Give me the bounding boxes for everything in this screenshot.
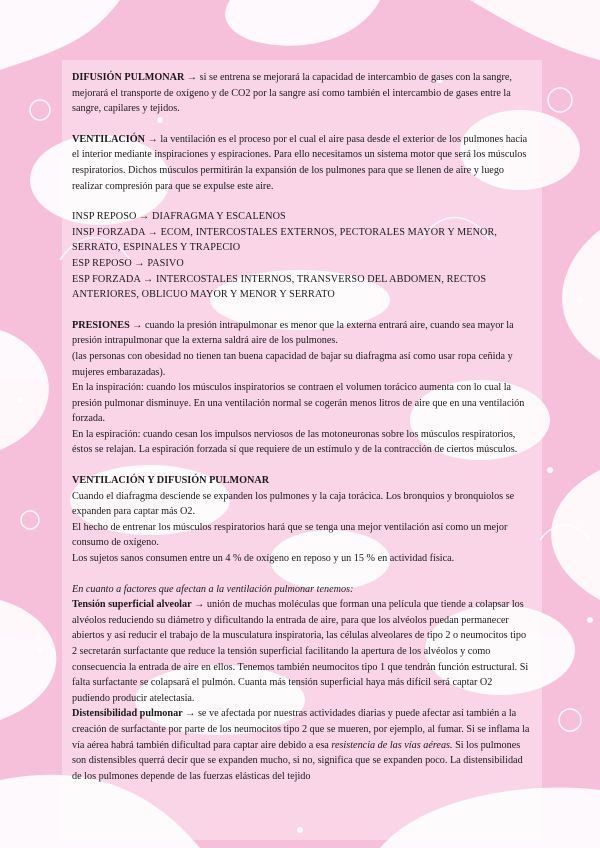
distensibilidad-text: → se ve afectada por nuestras actividades diarias y puede afectar así también a la creación de surfactante por parte de los neumocitos tipo 2 que se mueren, por ejemplo, al fumar. Si se inflama la vía aérea habrá también dificultad para captar aire debido a esa	[72, 708, 530, 751]
tension-text: → unión de muchas moléculas que forman una película que tiende a colapsar los alvéolos reduciendo su diámetro y dificultando la entrada de aire, para que los alvéolos puedan permanecer abiertos y así reducir el trabajo de la musculatura inspiratoria, las células alveolares de tipo 2 o neumocitos tipo 2 secretarán surfactante que reduce la tensión superficial facilitando la apertura de los alvéolos y como consecuencia la entrada de aire en ellos. Tenemos también neumocitos tipo 1 que tendrán función estructural. Si falta surfactante se colapsará el pulmón. Cuanta más tensión superficial haya más difícil será captar O2 pudiendo producir atelectasia.	[72, 599, 529, 704]
distensibilidad-heading: Distensibilidad pulmonar	[72, 708, 183, 720]
vent-difusion-p3: Los sujetos sanos consumen entre un 4 % de oxígeno en reposo y un 15 % en actividad física.	[72, 553, 455, 565]
ventilacion-text: → la ventilación es el proceso por el cual el aire pasa desde el exterior de los pulmones hacia el interior mediante inspiraciones y espiraciones. Para ello necesitamos un sistema motor que será los músculos respiratorios. Dichos músculos permitirán la expansión de los pulmones para que se llenen de aire y luego realizar compresión para que se expulse este aire.	[72, 133, 528, 192]
difusion-heading: DIFUSIÓN PULMONAR	[72, 72, 185, 83]
vent-difusion-p2: El hecho de entrenar los músculos respiratorios hará que se tenga una mejor ventilación así como un mejor consumo de oxígeno.	[72, 521, 508, 549]
tension-heading: Tensión superficial alveolar	[72, 599, 192, 611]
presiones-paragraph	[72, 318, 532, 349]
vent-difusion-section	[72, 473, 532, 567]
musculos-item: ESP REPOSO → PASIVO	[72, 257, 184, 269]
presiones-heading: PRESIONES	[72, 319, 130, 331]
difusion-text: → si se entrena se mejorará la capacidad de intercambio de gases con la sangre, mejorará el transporte de oxígeno y de CO2 por la sangre así como también el intercambio de gases entre la sangre, capilares y tejidos.	[72, 72, 512, 115]
musculos-item: INSP REPOSO → DIAFRAGMA Y ESCALENOS	[72, 211, 286, 223]
vent-difusion-heading: VENTILACIÓN Y DIFUSIÓN PULMONAR	[72, 475, 270, 487]
presiones-inspiracion: En la inspiración: cuando los músculos inspiratorios se contraen el volumen torácico aumenta con lo cual la presión pulmonar disminuye. En una ventilación normal se cogerán menos litros de aire que en una ventilación forzada.	[72, 382, 525, 425]
factores-section	[72, 582, 532, 785]
musculos-item: INSP FORZADA → ECOM, INTERCOSTALES EXTERNOS, PECTORALES MAYOR Y MENOR, SERRATO, ESPINALES Y TRAPECIO	[72, 226, 498, 254]
factores-intro: En cuanto a factores que afectan a la ventilación pulmonar tenemos:	[72, 583, 354, 595]
musculos-list	[72, 209, 532, 303]
vent-difusion-p1: Cuando el diafragma desciende se expanden los pulmones y la caja torácica. Los bronquios y bronquiolos se expanden para captar más O2.	[72, 490, 515, 518]
document-page	[72, 70, 532, 784]
presiones-espiracion: En la espiración: cuando cesan los impulsos nerviosos de las motoneuronas sobre los músculos respiratorios, éstos se relajan. La espiración forzada sí que requiere de un estímulo y de la contracción de ciertos músculos.	[72, 428, 518, 456]
presiones-section	[72, 318, 532, 458]
distensibilidad-paragraph	[72, 706, 532, 784]
presiones-note: (las personas con obesidad no tienen tan buena capacidad de bajar su diafragma así como usar ropa ceñida y mujeres embarazadas).	[72, 350, 513, 378]
presiones-text: → cuando la presión intrapulmonar es menor que la externa entrará aire, cuando sea mayor la presión intrapulmonar que la externa saldrá aire de los pulmones.	[72, 319, 514, 347]
tension-paragraph	[72, 597, 532, 706]
distensibilidad-text-end: Si los pulmones son distensibles querrá decir que se expanden mucho, si no, significa que se expanden poco. La distensibilidad de los pulmones depende de las fuerzas elásticas del tejido	[72, 739, 523, 782]
ventilacion-heading: VENTILACIÓN	[72, 133, 146, 145]
musculos-item: ESP FORZADA → INTERCOSTALES INTERNOS, TRANSVERSO DEL ABDOMEN, RECTOS ANTERIORES, OBLICUO MAYOR Y MENOR Y SERRATO	[72, 273, 487, 301]
ventilacion-paragraph	[72, 132, 532, 194]
distensibilidad-italic: resistencia de las vías aéreas.	[331, 739, 453, 751]
difusion-paragraph	[72, 70, 532, 117]
